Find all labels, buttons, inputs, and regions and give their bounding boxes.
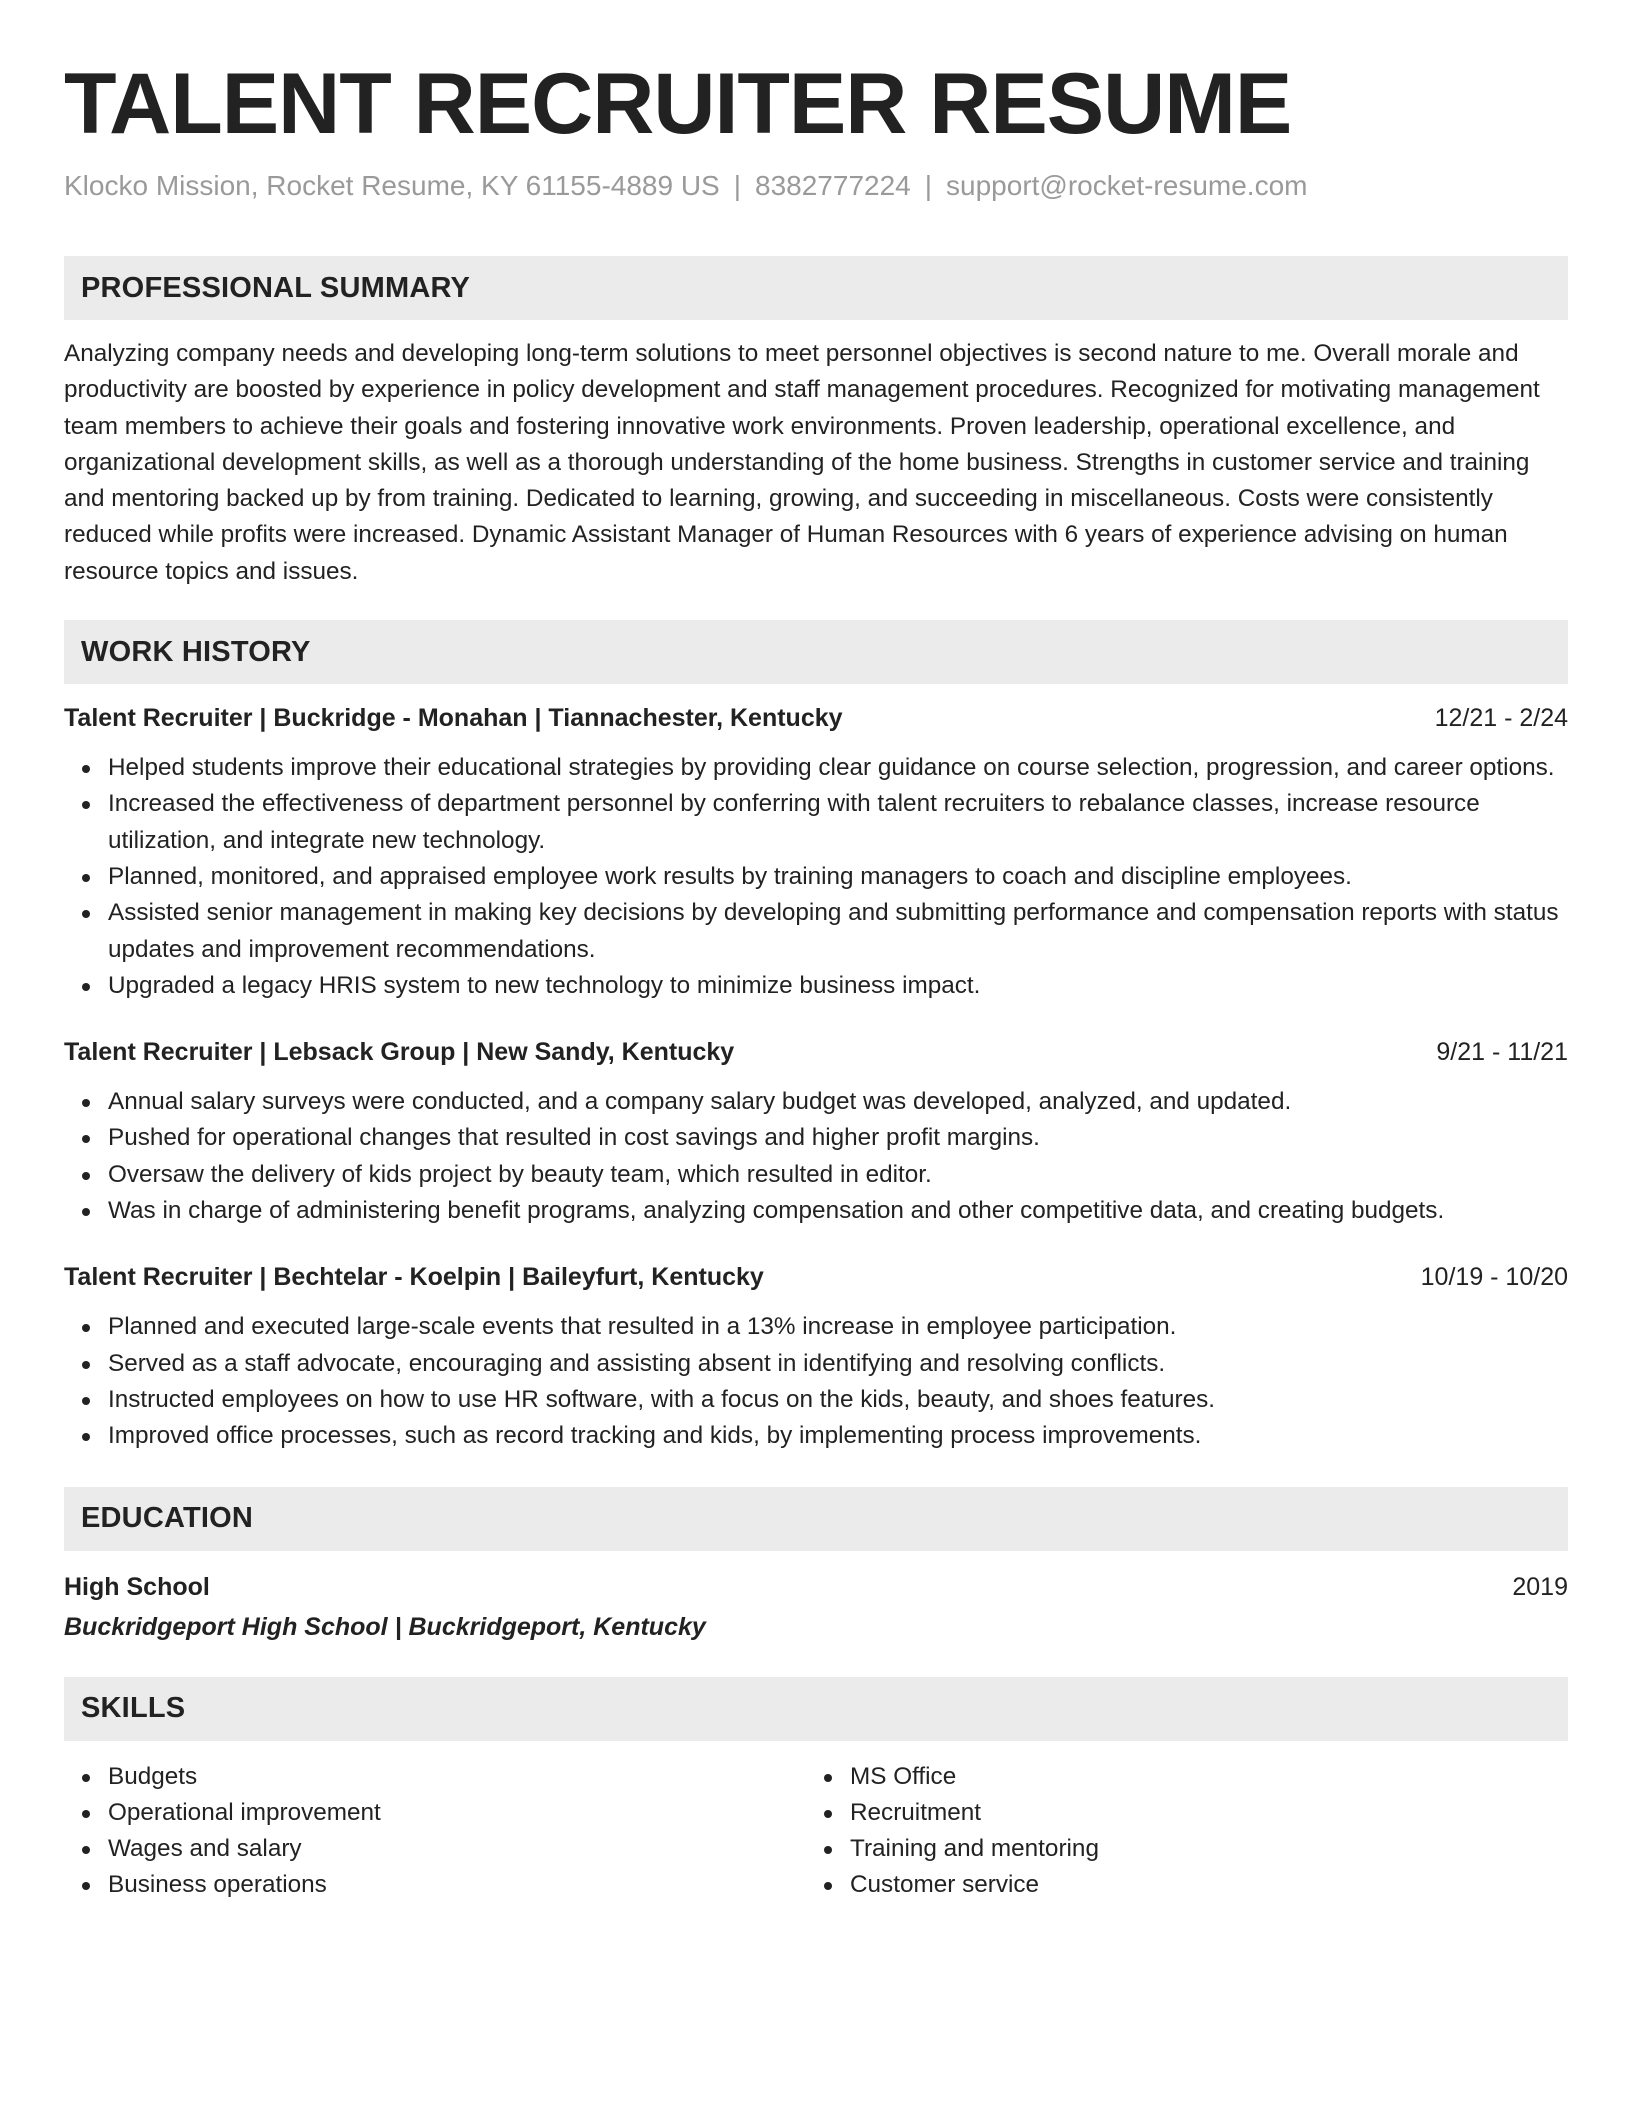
section-header-skills: SKILLS: [64, 1677, 1568, 1741]
skills-list: [64, 1759, 1568, 1904]
contact-separator: |: [924, 170, 933, 201]
section-header-work-history: WORK HISTORY: [64, 620, 1568, 684]
job-dates: 10/19 - 10/20: [1420, 1263, 1568, 1292]
education-degree: High School: [64, 1572, 210, 1601]
job-bullets: [64, 1084, 1568, 1229]
job-bullet: Instructed employees on how to use HR software, with a focus on the kids, beauty, and shoes features.: [64, 1382, 1568, 1418]
job-bullet: Annual salary surveys were conducted, and a company salary budget was developed, analyzed, and updated.: [64, 1084, 1568, 1120]
job-bullet: Pushed for operational changes that resulted in cost savings and higher profit margins.: [64, 1120, 1568, 1156]
contact-email: support@rocket-resume.com: [946, 170, 1308, 201]
contact-separator: |: [733, 170, 742, 201]
skill-item: Wages and salary: [64, 1831, 806, 1867]
job-bullet: Planned and executed large-scale events that resulted in a 13% increase in employee participation.: [64, 1309, 1568, 1345]
contact-phone: 8382777224: [755, 170, 911, 201]
education-school: Buckridgeport High School | Buckridgeport, Kentucky: [64, 1612, 706, 1641]
job-dates: 12/21 - 2/24: [1434, 704, 1568, 733]
resume-title: TALENT RECRUITER RESUME: [64, 56, 1292, 152]
section-header-summary: PROFESSIONAL SUMMARY: [64, 256, 1568, 320]
job-title: Talent Recruiter | Bechtelar - Koelpin | Baileyfurt, Kentucky: [64, 1263, 764, 1292]
job-header: [64, 700, 1568, 736]
skill-item: Budgets: [64, 1759, 806, 1795]
job-header: [64, 1034, 1568, 1070]
job-bullet: Oversaw the delivery of kids project by beauty team, which resulted in editor.: [64, 1157, 1568, 1193]
job-entry: [64, 1034, 1568, 1229]
job-bullet: Improved office processes, such as record tracking and kids, by implementing process improvements.: [64, 1418, 1568, 1454]
job-dates: 9/21 - 11/21: [1436, 1038, 1568, 1067]
skills-column-right: [806, 1759, 1548, 1904]
summary-text: Analyzing company needs and developing long-term solutions to meet personnel objectives is second nature to me. Overall morale and productivity are boosted by experience in policy development and staff management procedures. Recognized for motivating management team members to achieve their goals and fostering innovative work environments. Proven leadership, operational excellence, and organizational development skills, as well as a thorough understanding of the home business. Strengths in customer service and training and mentoring backed up by from training. Dedicated to learning, growing, and succeeding in miscellaneous. Costs were consistently reduced while profits were increased. Dynamic Assistant Manager of Human Resources with 6 years of experience advising on human resource topics and issues.: [64, 340, 1540, 585]
contact-address: Klocko Mission, Rocket Resume, KY 61155-4889 US: [64, 170, 720, 201]
job-bullet: Helped students improve their educational strategies by providing clear guidance on course selection, progression, and career options.: [64, 750, 1568, 786]
education-header: [64, 1569, 1568, 1605]
job-entry: [64, 1259, 1568, 1454]
skill-item: Operational improvement: [64, 1795, 806, 1831]
job-bullet: Assisted senior management in making key decisions by developing and submitting performance and compensation reports with status updates and improvement recommendations.: [64, 895, 1568, 968]
section-header-education: EDUCATION: [64, 1487, 1568, 1551]
skill-item: MS Office: [806, 1759, 1548, 1795]
skill-item: Customer service: [806, 1867, 1548, 1903]
job-bullets: [64, 1309, 1568, 1454]
job-bullet: Upgraded a legacy HRIS system to new technology to minimize business impact.: [64, 968, 1568, 1004]
job-header: [64, 1259, 1568, 1295]
job-bullet: Served as a staff advocate, encouraging and assisting absent in identifying and resolving conflicts.: [64, 1346, 1568, 1382]
skills-column-left: [64, 1759, 806, 1904]
contact-line: [64, 166, 1568, 206]
skill-item: Business operations: [64, 1867, 806, 1903]
job-bullet: Was in charge of administering benefit programs, analyzing compensation and other competitive data, and creating budgets.: [64, 1193, 1568, 1229]
skill-item: Recruitment: [806, 1795, 1548, 1831]
job-bullet: Increased the effectiveness of department personnel by conferring with talent recruiters to rebalance classes, increase resource utilization, and integrate new technology.: [64, 786, 1568, 859]
job-bullet: Planned, monitored, and appraised employee work results by training managers to coach and discipline employees.: [64, 859, 1568, 895]
job-title: Talent Recruiter | Buckridge - Monahan | Tiannachester, Kentucky: [64, 704, 843, 733]
job-bullets: [64, 750, 1568, 1004]
education-year: 2019: [1512, 1572, 1568, 1601]
job-entry: [64, 700, 1568, 1004]
job-title: Talent Recruiter | Lebsack Group | New Sandy, Kentucky: [64, 1038, 735, 1067]
skill-item: Training and mentoring: [806, 1831, 1548, 1867]
